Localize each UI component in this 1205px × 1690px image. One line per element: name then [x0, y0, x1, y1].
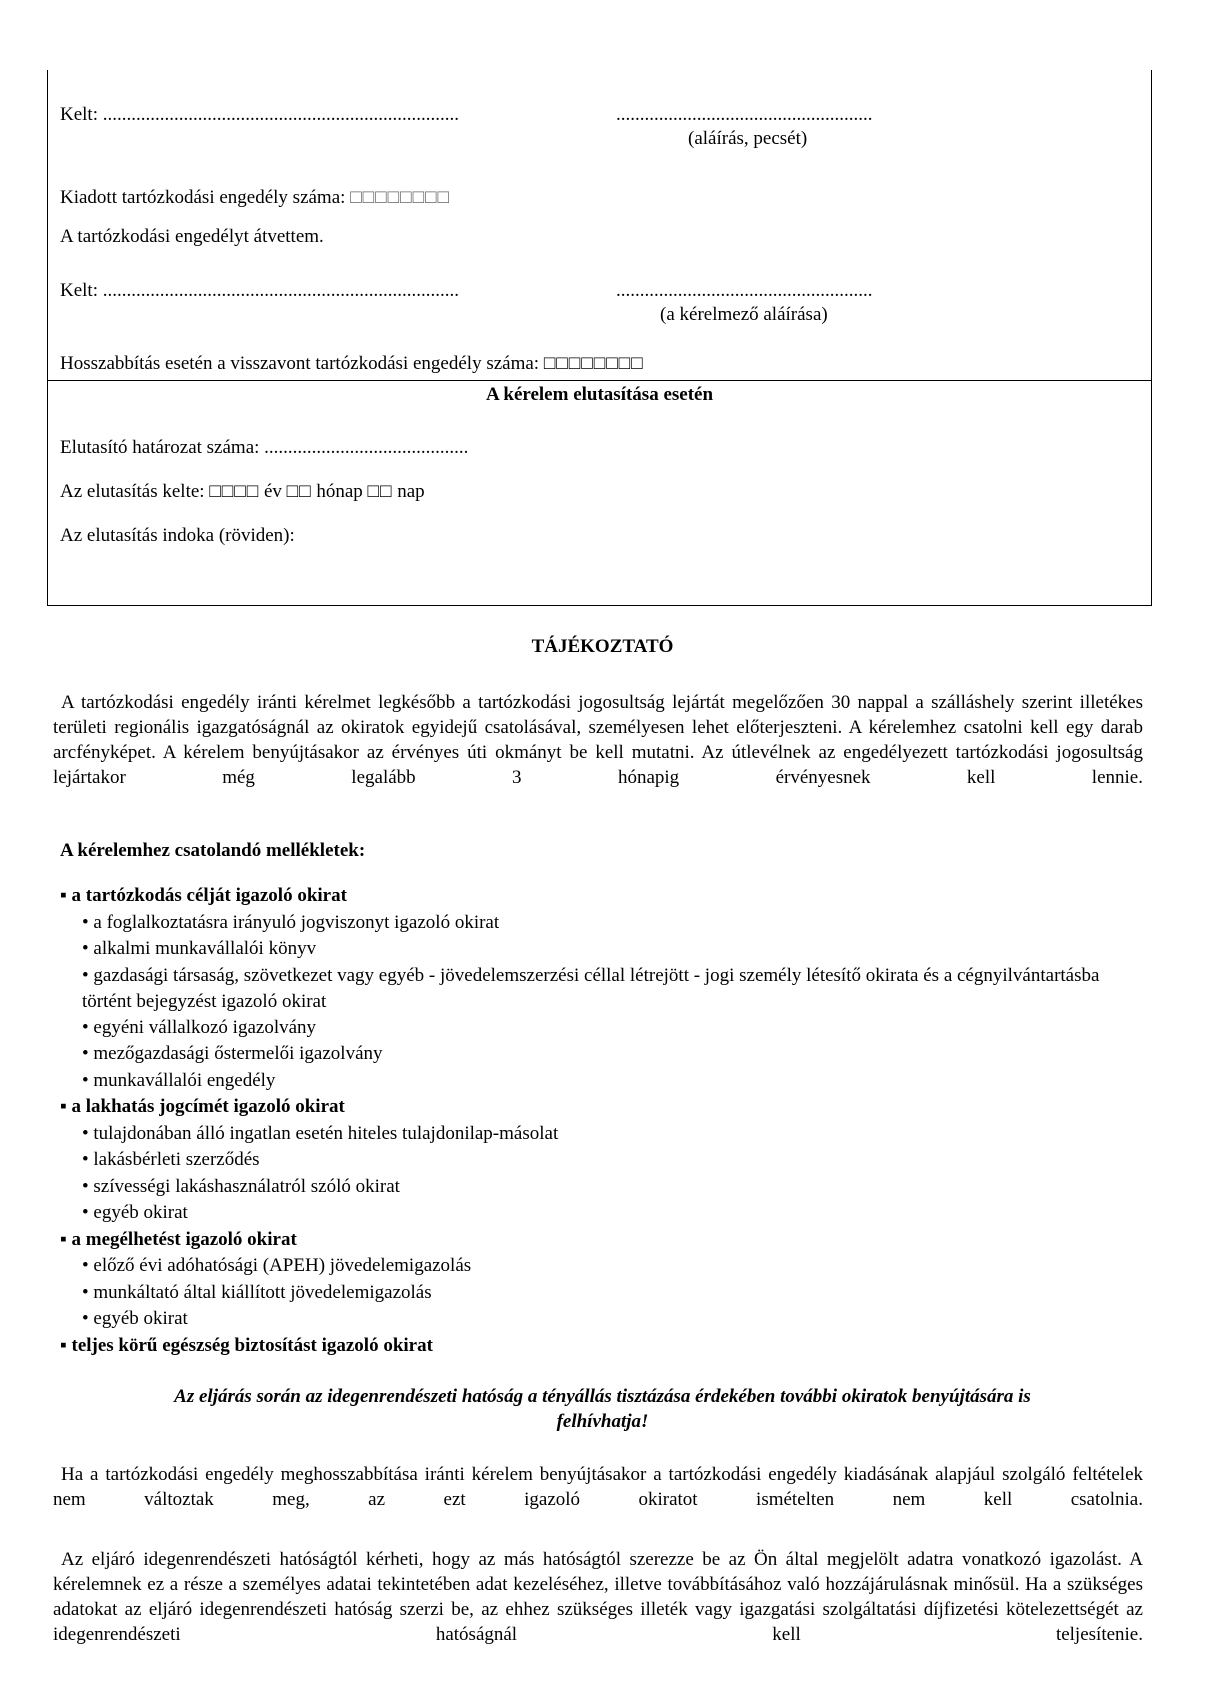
list-item: • egyéb okirat — [82, 1308, 188, 1329]
list-item: • lakásbérleti szerződés — [82, 1149, 260, 1170]
day-boxes: □□ — [367, 481, 393, 502]
signature-section — [47, 70, 1152, 381]
info-paragraph-2: Ha a tartózkodási engedély meghosszabbítása iránti kérelem benyújtásakor a tartózkodási engedély kiadásának alapjául szolgáló feltételek nem változtak meg, az ezt igazoló okiratot ismételten nem kell csatolnia. — [53, 1464, 1143, 1510]
permit-number-field — [60, 187, 450, 209]
kelt-label: Kelt: — [60, 280, 98, 301]
kelt-field-1 — [60, 104, 459, 126]
kelt-field-2 — [60, 280, 459, 302]
notice-line-1: Az eljárás során az idegenrendészeti hatóság a tényállás tisztázása érdekében további okiratok benyújtására is — [174, 1386, 1031, 1407]
decision-number-dots: ........................................... — [264, 437, 469, 458]
month-boxes: □□ — [286, 481, 312, 502]
year-label: év — [263, 481, 282, 502]
list-item: • munkáltató által kiállított jövedelemigazolás — [82, 1281, 432, 1303]
kelt-dots: ........................................................................... — [102, 104, 459, 125]
group-heading: ▪ a tartózkodás célját igazoló okirat — [60, 885, 347, 906]
list-item: • tulajdonában álló ingatlan esetén hiteles tulajdonilap-másolat — [82, 1122, 559, 1144]
info-paragraph-3: Az eljáró idegenrendészeti hatóságtól kérheti, hogy az más hatóságtól szerezze be az Ön által megjelölt adatra vonatkozó igazolást. A kérelemnek ez a része a személyes adatai tekintetében adat kezeléséhez, illetve továbbításához való hozzájárulásnak minősül. Ha a szükséges adatokat az eljáró idegenrendészeti hatóság szerzi be, az ehhez szükséges illeték vagy igazgatási szolgáltatási díjfizetési kötelezettségét az idegenrendészeti hatóságnál kell teljesítenie. — [53, 1549, 1143, 1645]
permit-number-boxes: □□□□□□□□ — [350, 187, 450, 208]
rejection-title: A kérelem elutasítása esetén — [485, 384, 714, 405]
list-item: • egyéni vállalkozó igazolvány — [82, 1016, 317, 1038]
group-heading: ▪ a lakhatás jogcímét igazoló okirat — [60, 1096, 345, 1117]
received-statement: A tartózkodási engedélyt átvettem. — [60, 226, 324, 247]
month-label: hónap — [316, 481, 363, 502]
list-item: • a foglalkoztatásra irányuló jogviszonyt igazoló okirat — [82, 911, 500, 933]
list-item: • egyéb okirat — [82, 1202, 188, 1223]
signature-caption-1: (aláírás, pecsét) — [688, 128, 808, 149]
decision-number-field — [60, 437, 468, 459]
list-item: • előző évi adóhatósági (APEH) jövedelemigazolás — [82, 1255, 472, 1276]
revoked-permit-label: Hosszabbítás esetén a visszavont tartózkodási engedély száma: — [60, 353, 540, 374]
list-item: • gazdasági társaság, szövetkezet vagy egyéb - jövedelemszerzési céllal létrejött - jogi személy létesítő okirata és a cégnyilvántartásba történt bejegyzést igazoló okirat — [82, 964, 1100, 1012]
group-heading: ▪ a megélhetést igazoló okirat — [60, 1228, 297, 1250]
rejection-section — [47, 380, 1152, 606]
group-heading: ▪ teljes körű egészség biztosítást igazoló okirat — [60, 1334, 433, 1356]
permit-number-label: Kiadott tartózkodási engedély száma: — [60, 187, 346, 208]
decision-number-label: Elutasító határozat száma: — [60, 437, 260, 458]
day-label: nap — [397, 481, 425, 502]
notice-line-2: felhívhatja! — [556, 1411, 649, 1432]
list-item: • mezőgazdasági őstermelői igazolvány — [82, 1043, 383, 1064]
list-item: • szívességi lakáshasználatról szóló okirat — [82, 1175, 400, 1197]
signature-line-1: ...................................................... — [616, 104, 873, 125]
info-paragraph-1: A tartózkodási engedély iránti kérelmet legkésőbb a tartózkodási jogosultság lejártát megelőzően 30 nappal a szálláshely szerint illetékes területi regionális igazgatóságnál az okiratok egyidejű csatolásával, személyesen lehet előterjeszteni. A kérelemhez csatolni kell egy darab arcfényképet. A kérelem benyújtásakor az érvényes úti okmányt be kell mutatni. Az útlevélnek az engedélyezett tartózkodási jogosultság lejártakor még legalább 3 hónapig érvényesnek kell lennie. — [53, 692, 1143, 788]
kelt-dots: ........................................................................... — [102, 280, 459, 301]
list-item: • munkavállalói engedély — [82, 1069, 276, 1091]
signature-caption-2: (a kérelmező aláírása) — [660, 304, 828, 325]
revoked-permit-field — [60, 353, 644, 375]
rejection-reason-label: Az elutasítás indoka (röviden): — [60, 525, 295, 546]
signature-line-2: ...................................................... — [616, 280, 873, 301]
rejection-date-field — [60, 481, 425, 503]
attachments-list — [60, 883, 1145, 1359]
revoked-permit-boxes: □□□□□□□□ — [543, 353, 644, 374]
list-item: • alkalmi munkavállalói könyv — [82, 938, 317, 959]
kelt-label: Kelt: — [60, 104, 98, 125]
attachments-title: A kérelemhez csatolandó mellékletek: — [60, 840, 366, 861]
rejection-date-label: Az elutasítás kelte: — [60, 481, 205, 502]
info-title: TÁJÉKOZTATÓ — [531, 636, 674, 657]
year-boxes: □□□□ — [209, 481, 260, 502]
